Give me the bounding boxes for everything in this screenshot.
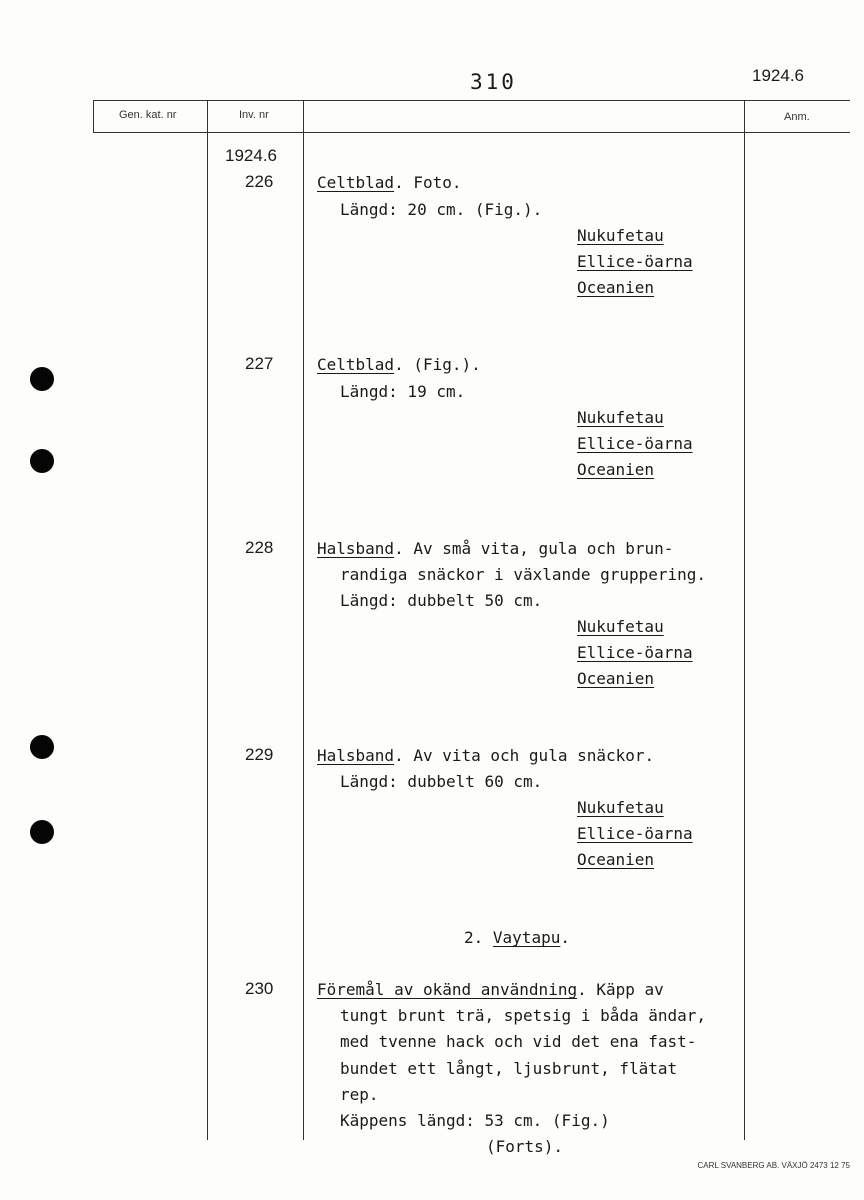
column-rule-2 <box>303 100 304 1140</box>
entry-line: Käppens längd: 53 cm. (Fig.) <box>340 1111 610 1130</box>
binder-hole <box>30 449 54 473</box>
entry-line: Längd: 20 cm. (Fig.). <box>340 200 543 219</box>
entry-first-line <box>317 173 462 192</box>
entry-line: Längd: 19 cm. <box>340 382 466 401</box>
column-rule-1 <box>207 100 208 1140</box>
place-group: Ellice-öarna <box>577 643 693 662</box>
column-rule-3 <box>744 100 745 1140</box>
inv-number: 228 <box>245 538 274 557</box>
place-region: Oceanien <box>577 460 655 479</box>
place-region: Oceanien <box>577 850 655 869</box>
binder-hole <box>30 367 54 391</box>
place-region: Oceanien <box>577 278 655 297</box>
place-group: Ellice-öarna <box>577 252 693 271</box>
page-date: 1924.6 <box>752 66 804 85</box>
entry-line: med tvenne hack och vid det ena fast- <box>340 1032 697 1051</box>
place-group: Ellice-öarna <box>577 824 693 843</box>
place-island: Nukufetau <box>577 226 664 245</box>
section-prefix: 2. <box>464 928 493 947</box>
entry-line: randiga snäckor i växlande gruppering. <box>340 565 707 584</box>
entry-first-line <box>317 539 673 558</box>
entry-first-line <box>317 355 481 374</box>
entry-line: rep. <box>340 1085 379 1104</box>
place-island: Nukufetau <box>577 798 664 817</box>
entry-title: Celtblad <box>317 355 395 374</box>
page-number: 310 <box>470 70 517 94</box>
printer-mark: CARL SVANBERG AB. VÄXJÖ 2473 12 75 <box>697 1161 850 1170</box>
inv-number: 229 <box>245 745 274 764</box>
entry-first-line-rest: . Foto. <box>394 173 462 192</box>
entry-first-line <box>317 980 664 999</box>
place-island: Nukufetau <box>577 617 664 636</box>
section-suffix: . <box>560 928 570 947</box>
entry-first-line-rest: . Av små vita, gula och brun- <box>394 539 674 558</box>
inv-number: 226 <box>245 172 274 191</box>
entry-first-line <box>317 746 654 765</box>
entry-title: Föremål av okänd användning <box>317 980 578 999</box>
entry-line: Längd: dubbelt 50 cm. <box>340 591 543 610</box>
inv-number: 230 <box>245 979 274 998</box>
place-group: Ellice-öarna <box>577 434 693 453</box>
inv-number: 227 <box>245 354 274 373</box>
year-label: 1924.6 <box>225 146 277 165</box>
section-heading <box>464 928 570 947</box>
entry-line: bundet ett långt, ljusbrunt, flätat <box>340 1059 678 1078</box>
col-header-anm: Anm. <box>784 111 810 123</box>
place-region: Oceanien <box>577 669 655 688</box>
col-header-gen-kat: Gen. kat. nr <box>119 109 177 121</box>
entry-title: Celtblad <box>317 173 395 192</box>
entry-title: Halsband <box>317 539 395 558</box>
table-left-rule <box>93 100 94 133</box>
entry-first-line-rest: . Käpp av <box>577 980 664 999</box>
binder-hole <box>30 820 54 844</box>
continued-note: (Forts). <box>486 1137 564 1156</box>
entry-line: Längd: dubbelt 60 cm. <box>340 772 543 791</box>
entry-first-line-rest: . (Fig.). <box>394 355 481 374</box>
entry-first-line-rest: . Av vita och gula snäckor. <box>394 746 655 765</box>
entry-title: Halsband <box>317 746 395 765</box>
place-island: Nukufetau <box>577 408 664 427</box>
entry-line: tungt brunt trä, spetsig i båda ändar, <box>340 1006 707 1025</box>
section-title: Vaytapu <box>492 928 561 947</box>
binder-hole <box>30 735 54 759</box>
col-header-inv: Inv. nr <box>239 109 269 121</box>
